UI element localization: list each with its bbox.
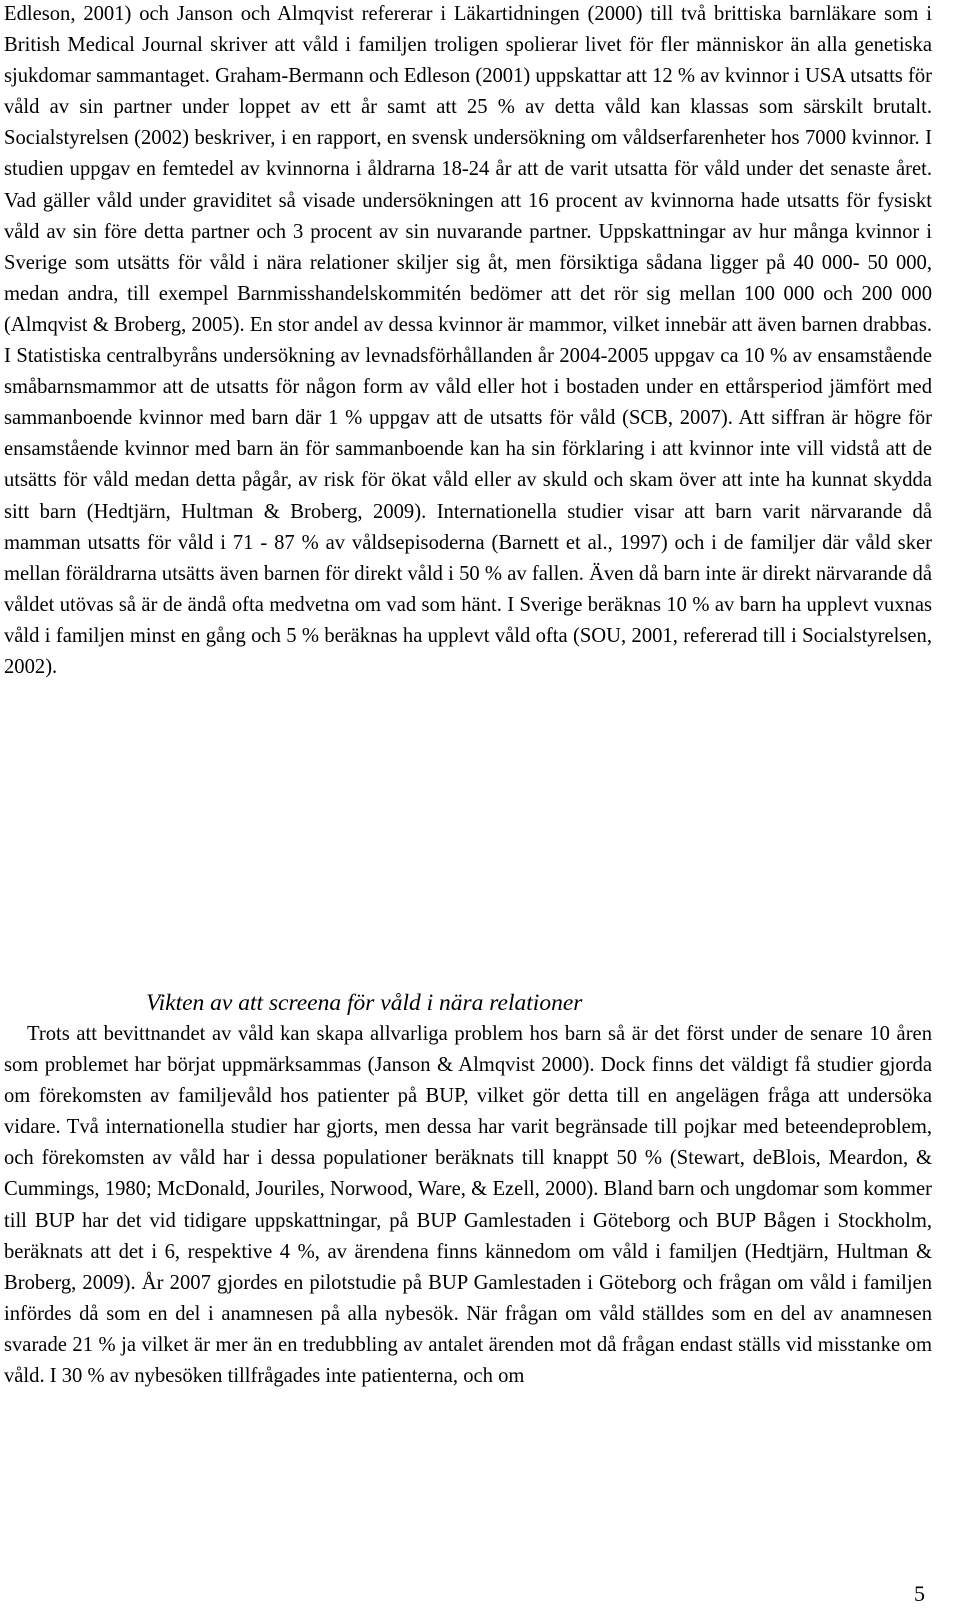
body-paragraph-1: Edleson, 2001) och Janson och Almqvist refererar i Läkartidningen (2000) till två brittiska barnläkare som i British Medical Journal skriver att våld i familjen troligen spolierar livet för fler människor än alla genetiska sjukdomar sammantaget. Graham-Bermann och Edleson (2001) uppskattar att 12 % av kvinnor i USA utsatts för våld av sin partner under loppet av ett år samt att 25 % av detta våld kan klassas som särskilt brutalt. Socialstyrelsen (2002) beskriver, i en rapport, en svensk undersökning om våldserfarenheter hos 7000 kvinnor. I studien uppgav en femtedel av kvinnorna i åldrarna 18-24 år att de varit utsatta för våld under det senaste året. Vad gäller våld under graviditet så visade undersökningen att 16 procent av kvinnorna hade utsatts för fysiskt våld av sin före detta partner och 3 procent av sin nuvarande partner. Uppskattningar av hur många kvinnor i Sverige som utsätts för våld i nära relationer skiljer sig åt, men försiktiga sådana ligger på 40 000- 50 000, medan andra, till exempel Barnmisshandelskommitén bedömer att det rör sig mellan 100 000 och 200 000 (Almqvist & Broberg, 2005). En stor andel av dessa kvinnor är mammor, vilket innebär att även barnen drabbas. I Statistiska centralbyråns undersökning av levnadsförhållanden år 2004-2005 uppgav ca 10 % av ensamstående småbarnsmammor att de utsatts för någon form av våld eller hot i bostaden under en ettårsperiod jämfört med sammanboende kvinnor med barn där 1 % uppgav att de utsatts för våld (SCB, 2007). Att siffran är högre för ensamstående kvinnor med barn än för sammanboende kan ha sin förklaring i att kvinnor inte vill vidstå att de utsätts för våld medan detta pågår, av risk för ökat våld eller av skuld och skam över att inte ha kunnat skydda sitt barn (Hedtjärn, Hultman & Broberg, 2009). Internationella studier visar att barn varit närvarande då mamman utsatts för våld i 71 - 87 % av våldsepisoderna (Barnett et al., 1997) och i de familjer där våld sker mellan föräldrarna utsätts även barnen för direkt våld i 50 % av fallen. Även då barn inte är direkt närvarande då våldet utövas så är de ändå ofta medvetna om vad som hänt. I Sverige beräknas 10 % av barn ha upplevt vuxnas våld i familjen minst en gång och 5 % beräknas ha upplevt våld ofta (SOU, 2001, refererad till i Socialstyrelsen, 2002). [4,3,932,678]
body-paragraph-2: Trots att bevittnandet av våld kan skapa allvarliga problem hos barn så är det först under de senare 10 åren som problemet har börjat uppmärksammas (Janson & Almqvist 2000). Dock finns det väldigt få studier gjorda om förekomsten av familjevåld hos patienter på BUP, vilket gör detta till en angelägen fråga att undersöka vidare. Två internationella studier har gjorts, men dessa har varit begränsade till pojkar med beteendeproblem, och förekomsten av våld har i dessa populationer beräknats till knappt 50 % (Stewart, deBlois, Meardon, & Cummings, 1980; McDonald, Jouriles, Norwood, Ware, & Ezell, 2000). Bland barn och ungdomar som kommer till BUP har det vid tidigare uppskattningar, på BUP Gamlestaden i Göteborg och BUP Bågen i Stockholm, beräknats att det i 6, respektive 4 %, av ärendena finns kännedom om våld i familjen (Hedtjärn, Hultman & Broberg, 2009). År 2007 gjordes en pilotstudie på BUP Gamlestaden i Göteborg och frågan om våld i familjen infördes då som en del i anamnesen på alla nybesök. När frågan om våld ställdes som en del av anamnesen svarade 21 % ja vilket är mer än en tredubbling av antalet ärenden mot då frågan endast ställs vid misstanke om våld. I 30 % av nybesöken tillfrågades inte patienterna, och om [4,1023,932,1388]
section-heading: Vikten av att screena för våld i nära relationer [146,990,583,1016]
page-number: 5 [914,1581,925,1606]
